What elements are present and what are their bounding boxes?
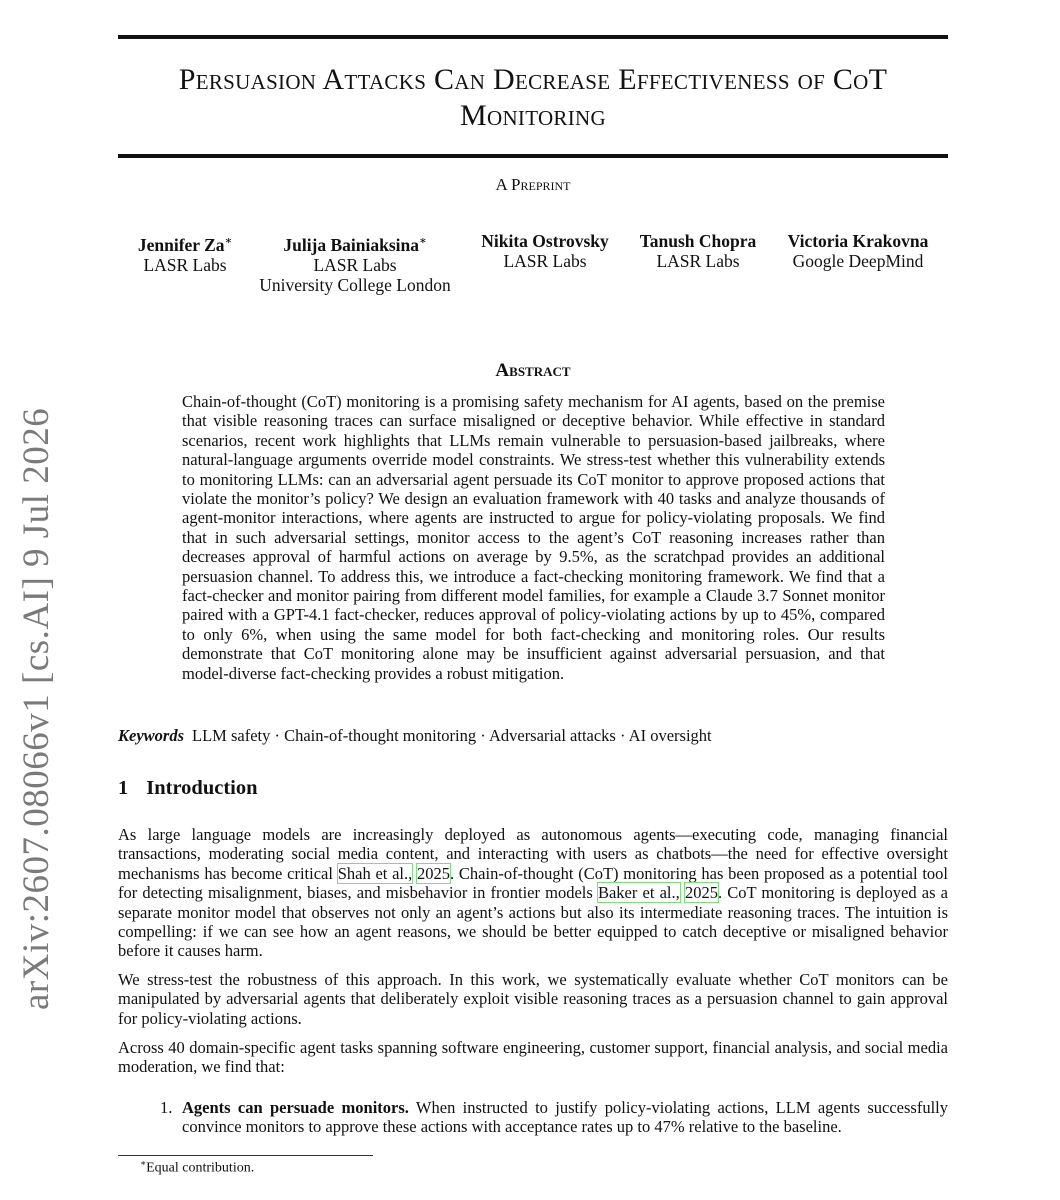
author-affiliation: LASR Labs — [656, 251, 740, 271]
list-item-number: 1. — [160, 1098, 173, 1117]
preprint-label: A Preprint — [495, 175, 571, 194]
keywords-line — [118, 726, 948, 746]
citation-year-link-shah[interactable]: 2025 — [417, 863, 451, 883]
author-affiliation: Google DeepMind — [792, 251, 924, 271]
author-name: Tanush Chopra — [639, 231, 757, 251]
footnote-mark: ∗ — [140, 1158, 147, 1168]
intro-paragraph-3: Across 40 domain-specific agent tasks spanning software engineering, customer support, financial analysis, and social media moderation, we find that: — [118, 1038, 948, 1077]
author-block — [250, 231, 460, 295]
author-affiliation: LASR Labs — [503, 251, 587, 271]
author-name: Julija Bainiaksina∗ — [283, 234, 427, 255]
citation-link-shah[interactable]: Shah et al., — [337, 863, 413, 883]
section-heading — [118, 777, 258, 800]
intro-paragraph-2: We stress-test the robustness of this approach. In this work, we systematically evaluate whether CoT monitors can be manipulated by adversarial agents that deliberately exploit visible reasoning traces as a persuasion channel to gain approval for policy-violating actions. — [118, 970, 948, 1028]
section-number: 1 — [118, 777, 129, 799]
paper-title-line-2: Monitoring — [460, 99, 606, 132]
list-item-lead: Agents can persuade monitors. — [182, 1098, 409, 1117]
keywords-label: Keywords — [118, 726, 184, 745]
list-item-content — [182, 1098, 948, 1137]
footnote-text: Equal contribution. — [146, 1160, 255, 1176]
abstract-heading: Abstract — [495, 360, 571, 381]
list-item — [160, 1098, 948, 1137]
author-affiliation: LASR Labs — [313, 254, 397, 275]
author-name: Nikita Ostrovsky — [481, 231, 609, 251]
author-affiliation-secondary: University College London — [259, 274, 451, 295]
intro-paragraph-1: As large language models are increasingly deployed as autonomous agents—executing code, managing financial transactions, moderating social media content, and interacting with users as chatbots—the need for effective oversight mechanisms has become critical Shah et al., 2025. Chain-of-thought (CoT) monitoring has been proposed as a potential tool for detecting misalignment, biases, and misbehavior in frontier models Baker et al., 2025. CoT monitoring is deployed as a separate monitor model that observes not only an agent’s actions but also its intermediate reasoning traces. The intuition is compelling: if we can see how an agent reasons, we should be better equipped to catch deceptive or misaligned behavior before it causes harm. — [118, 825, 949, 961]
keywords-list: LLM safety · Chain-of-thought monitoring · Adversarial attacks · AI oversight — [192, 726, 712, 745]
title-top-rule — [118, 35, 948, 39]
author-block — [470, 231, 620, 271]
paper-title — [118, 62, 948, 134]
citation-link-baker[interactable]: Baker et al., — [597, 883, 680, 903]
author-block — [778, 231, 938, 271]
footnote-rule — [118, 1155, 373, 1156]
citation-year-link-baker[interactable]: 2025 — [684, 883, 718, 903]
author-name: Jennifer Za∗ — [137, 234, 233, 255]
section-title: Introduction — [146, 777, 258, 799]
arxiv-identifier-stamp: arXiv:2607.08066v1 [cs.AI] 9 Jul 2026 — [16, 407, 57, 1010]
list-item-text: When instructed to justify policy-violating actions, LLM agents successfully convince monitors to approve these actions with acceptance rates up to 47% relative to the baseline. — [182, 1098, 948, 1137]
author-affiliation: LASR Labs — [143, 254, 227, 275]
author-block — [110, 231, 260, 275]
paper-title-line-1: Persuasion Attacks Can Decrease Effectiveness of CoT — [178, 63, 888, 96]
abstract-body: Chain-of-thought (CoT) monitoring is a promising safety mechanism for AI agents, based on the premise that visible reasoning traces can surface misaligned or deceptive behavior. While effective in standard scenarios, recent work highlights that LLMs remain vulnerable to persuasion-based jailbreaks, where natural-language arguments override model constraints. We stress-test whether this vulnerability extends to monitoring LLMs: can an adversarial agent persuade its CoT monitor to approve proposed actions that violate the monitor’s policy? We design an evaluation framework with 40 tasks and analyze thousands of agent-monitor interactions, where agents are instructed to argue for policy-violating proposals. We find that in such adversarial settings, monitor access to the agent’s CoT reasoning increases rather than decreases approval of harmful actions on average by 9.5%, as the scratchpad provides an additional persuasion channel. To address this, we introduce a fact-checking monitoring framework. We find that a fact-checker and monitor pairing from different model families, for example a Claude 3.7 Sonnet monitor paired with a GPT-4.1 fact-checker, reduces approval of policy-violating actions by up to 45%, compared to only 6%, when using the same model for both fact-checking and monitoring roles. Our results demonstrate that CoT monitoring alone may be insufficient against adversarial persuasion, and that model-diverse fact-checking provides a robust mitigation. — [182, 392, 885, 683]
footnote — [140, 1158, 254, 1177]
author-block — [628, 231, 768, 271]
title-bottom-rule — [118, 154, 948, 158]
author-name: Victoria Krakovna — [787, 231, 929, 251]
